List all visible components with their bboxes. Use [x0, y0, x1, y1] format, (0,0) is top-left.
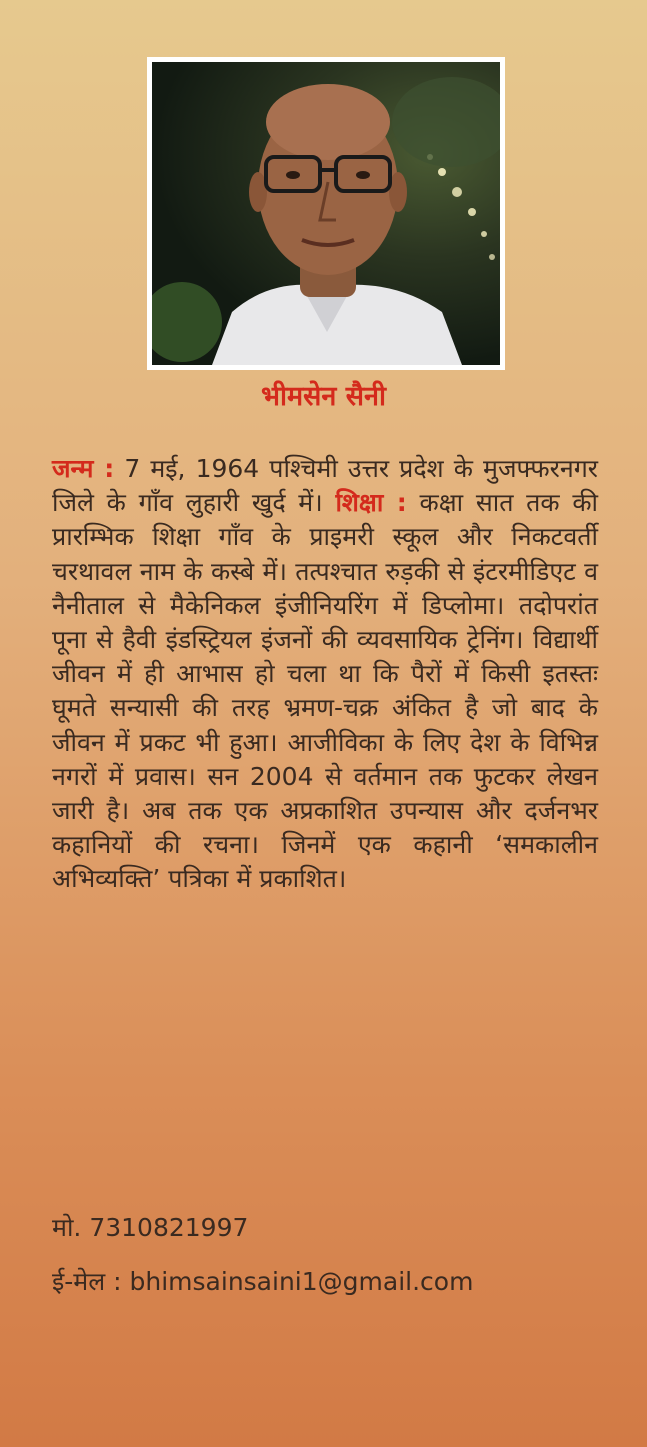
education-text: कक्षा सात तक की प्रारम्भिक शिक्षा गाँव के प्राइमरी स्कूल और निकटवर्ती चरथावल नाम के कस्बे में। तत्पश्चात रुड़की से इंटरमीडिएट व नैनीताल से मैकेनिकल इंजीनियरिंग में डिप्लोमा। तदोपरांत पूना से हैवी इंडस्ट्रियल इंजनों की व्यवसायिक ट्रेनिंग। विद्यार्थी जीवन में ही आभास हो चला था कि पैरों में किसी इतस्तः घूमते सन्यासी की तरह भ्रमण-चक्र अंकित है जो बाद के जीवन में प्रकट भी हुआ। आजीविका के लिए देश के विभिन्न नगरों में प्रवास। सन 2004 से वर्तमान तक फुटकर लेखन जारी है। अब तक एक अप्रकाशित उपन्यास और दर्जनभर कहानियों की रचना। जिनमें एक कहानी ‘समकालीन अभिव्यक्ति’ पत्रिका में प्रकाशित।	[52, 488, 598, 894]
author-photo-frame	[147, 57, 505, 370]
email-address: ई-मेल : bhimsainsaini1@gmail.com	[52, 1267, 474, 1296]
phone-number: मो. 7310821997	[52, 1213, 249, 1242]
author-bio	[52, 452, 598, 897]
education-label: शिक्षा :	[335, 488, 407, 518]
bio-paragraph	[52, 452, 598, 897]
author-photo	[152, 62, 500, 365]
author-name: भीमसेन सैनी	[261, 381, 386, 412]
author-portrait-illustration	[152, 62, 500, 365]
birth-label: जन्म :	[52, 454, 115, 483]
birth-text: 7 मई, 1964 पश्चिमी उत्तर प्रदेश के मुजफ्फरनगर जिले के गाँव लुहारी खुर्द में।	[52, 454, 599, 518]
